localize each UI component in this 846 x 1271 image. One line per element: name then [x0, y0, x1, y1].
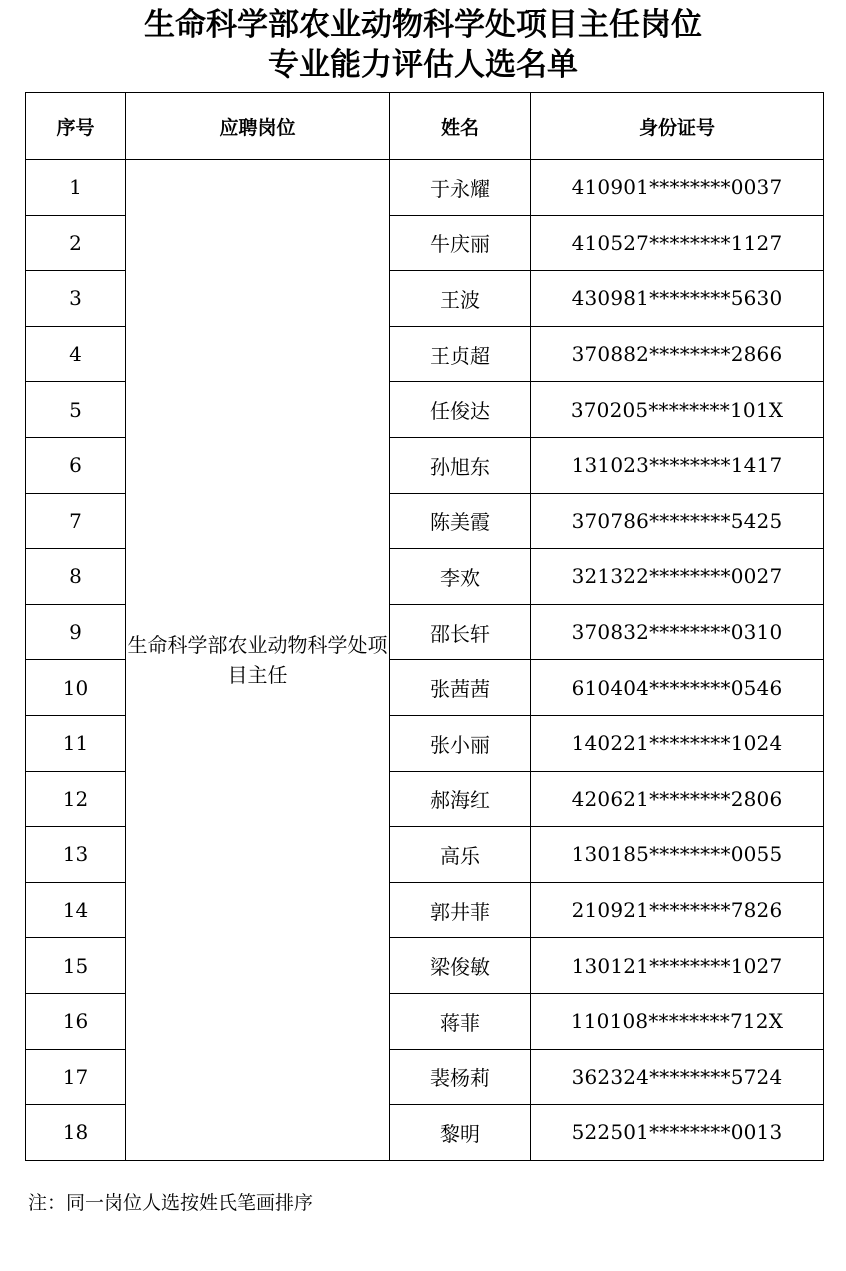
seq-cell: 12 [26, 771, 126, 827]
seq-cell: 11 [26, 715, 126, 771]
name-cell: 郝海红 [390, 771, 531, 827]
id-cell: 370786********5425 [531, 493, 824, 549]
seq-cell: 17 [26, 1049, 126, 1105]
id-cell: 321322********0027 [531, 549, 824, 605]
id-cell: 370832********0310 [531, 604, 824, 660]
id-cell: 110108********712X [531, 993, 824, 1049]
page-title-line-1: 生命科学部农业动物科学处项目主任岗位 [144, 7, 702, 43]
seq-cell: 1 [26, 160, 126, 216]
id-cell: 430981********5630 [531, 271, 824, 327]
name-cell: 王波 [390, 271, 531, 327]
seq-cell: 6 [26, 437, 126, 493]
seq-cell: 15 [26, 938, 126, 994]
name-cell: 梁俊敏 [390, 938, 531, 994]
header-position: 应聘岗位 [126, 93, 390, 160]
id-cell: 410527********1127 [531, 215, 824, 271]
seq-cell: 5 [26, 382, 126, 438]
seq-cell: 13 [26, 827, 126, 883]
name-cell: 张茜茜 [390, 660, 531, 716]
id-cell: 130185********0055 [531, 827, 824, 883]
id-cell: 610404********0546 [531, 660, 824, 716]
seq-cell: 10 [26, 660, 126, 716]
seq-cell: 2 [26, 215, 126, 271]
name-cell: 高乐 [390, 827, 531, 883]
page-title-line-2: 专业能力评估人选名单 [268, 47, 578, 83]
seq-cell: 16 [26, 993, 126, 1049]
name-cell: 张小丽 [390, 715, 531, 771]
seq-cell: 14 [26, 882, 126, 938]
id-cell: 370882********2866 [531, 326, 824, 382]
id-cell: 420621********2806 [531, 771, 824, 827]
header-name: 姓名 [390, 93, 531, 160]
header-id: 身份证号 [531, 93, 824, 160]
table-header-row [26, 93, 824, 160]
id-cell: 362324********5724 [531, 1049, 824, 1105]
seq-cell: 18 [26, 1105, 126, 1161]
seq-cell: 3 [26, 271, 126, 327]
id-cell: 370205********101X [531, 382, 824, 438]
name-cell: 孙旭东 [390, 437, 531, 493]
seq-cell: 9 [26, 604, 126, 660]
seq-cell: 4 [26, 326, 126, 382]
id-cell: 210921********7826 [531, 882, 824, 938]
header-seq: 序号 [26, 93, 126, 160]
name-cell: 黎明 [390, 1105, 531, 1161]
id-cell: 140221********1024 [531, 715, 824, 771]
footnote: 注：同一岗位人选按姓氏笔画排序 [28, 1192, 314, 1214]
name-cell: 郭井菲 [390, 882, 531, 938]
position-cell: 生命科学部农业动物科学处项目主任 [126, 160, 390, 1161]
name-cell: 任俊达 [390, 382, 531, 438]
candidate-table [25, 92, 824, 1161]
table-row [26, 160, 824, 216]
name-cell: 于永耀 [390, 160, 531, 216]
name-cell: 邵长轩 [390, 604, 531, 660]
name-cell: 裴杨莉 [390, 1049, 531, 1105]
id-cell: 130121********1027 [531, 938, 824, 994]
name-cell: 蒋菲 [390, 993, 531, 1049]
name-cell: 牛庆丽 [390, 215, 531, 271]
seq-cell: 7 [26, 493, 126, 549]
name-cell: 李欢 [390, 549, 531, 605]
seq-cell: 8 [26, 549, 126, 605]
id-cell: 522501********0013 [531, 1105, 824, 1161]
id-cell: 131023********1417 [531, 437, 824, 493]
name-cell: 陈美霞 [390, 493, 531, 549]
name-cell: 王贞超 [390, 326, 531, 382]
id-cell: 410901********0037 [531, 160, 824, 216]
